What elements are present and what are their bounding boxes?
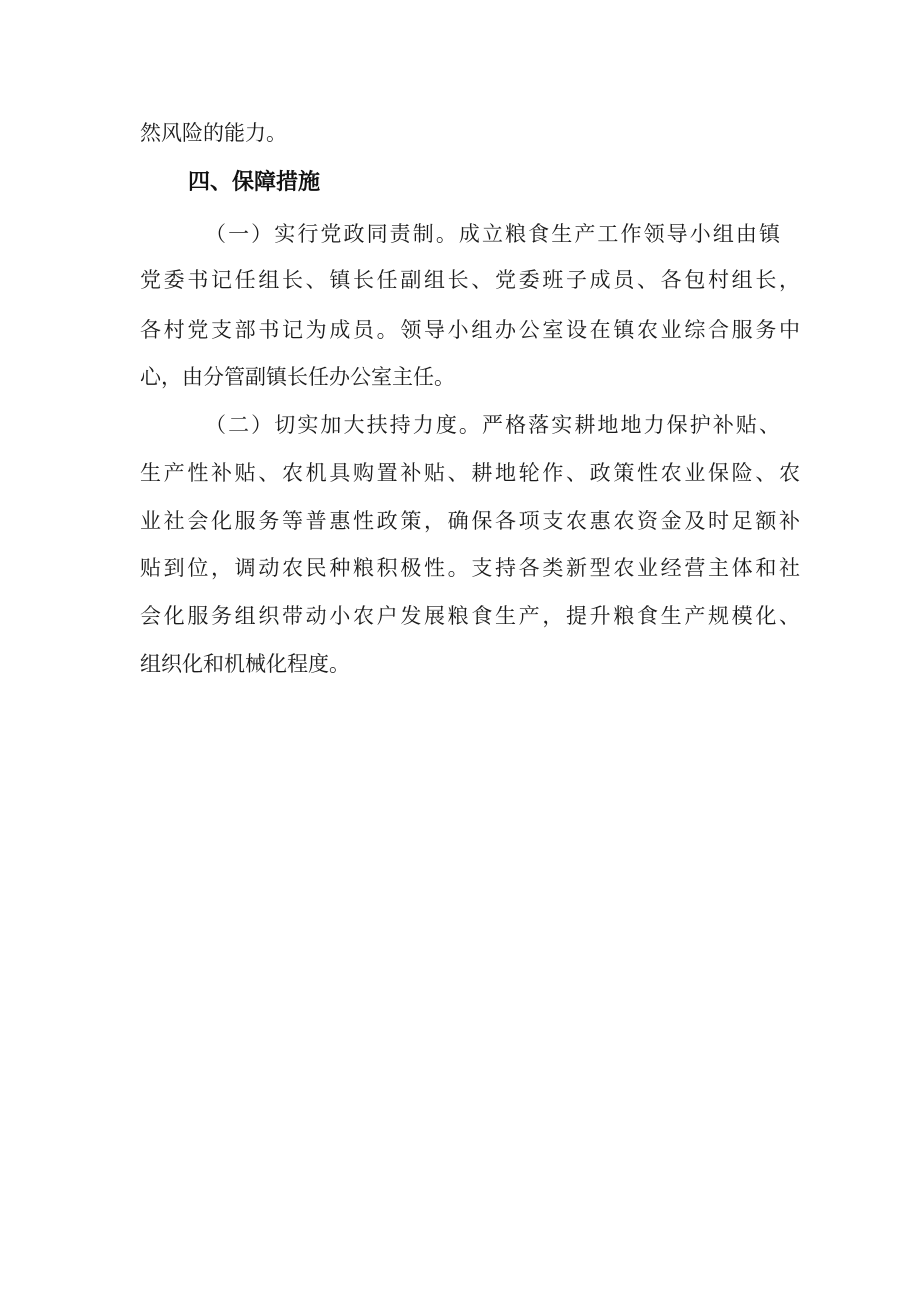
paragraph-line: 会化服务组织带动小农户发展粮食生产，提升粮食生产规模化、 xyxy=(140,604,800,628)
paragraph-line: 党委书记任组长、镇长任副组长、党委班子成员、各包村组长， xyxy=(140,268,800,292)
section-heading: 四、保障措施 xyxy=(188,170,321,195)
continuation-text: 然风险的能力。 xyxy=(140,121,287,145)
paragraph-line: 生产性补贴、农机具购置补贴、耕地轮作、政策性农业保险、农 xyxy=(140,461,800,485)
paragraph-line: 心，由分管副镇长任办公室主任。 xyxy=(140,365,455,389)
paragraph-line: 各村党支部书记为成员。领导小组办公室设在镇农业综合服务中 xyxy=(140,318,800,342)
paragraph-line: （一）实行党政同责制。成立粮食生产工作领导小组由镇 xyxy=(205,222,780,246)
paragraph-line: 业社会化服务等普惠性政策，确保各项支农惠农资金及时足额补 xyxy=(140,509,800,533)
paragraph-line: 贴到位，调动农民种粮积极性。支持各类新型农业经营主体和社 xyxy=(140,556,800,580)
paragraph-line: 组织化和机械化程度。 xyxy=(140,652,350,676)
paragraph-line: （二）切实加大扶持力度。严格落实耕地地力保护补贴、 xyxy=(205,413,780,437)
